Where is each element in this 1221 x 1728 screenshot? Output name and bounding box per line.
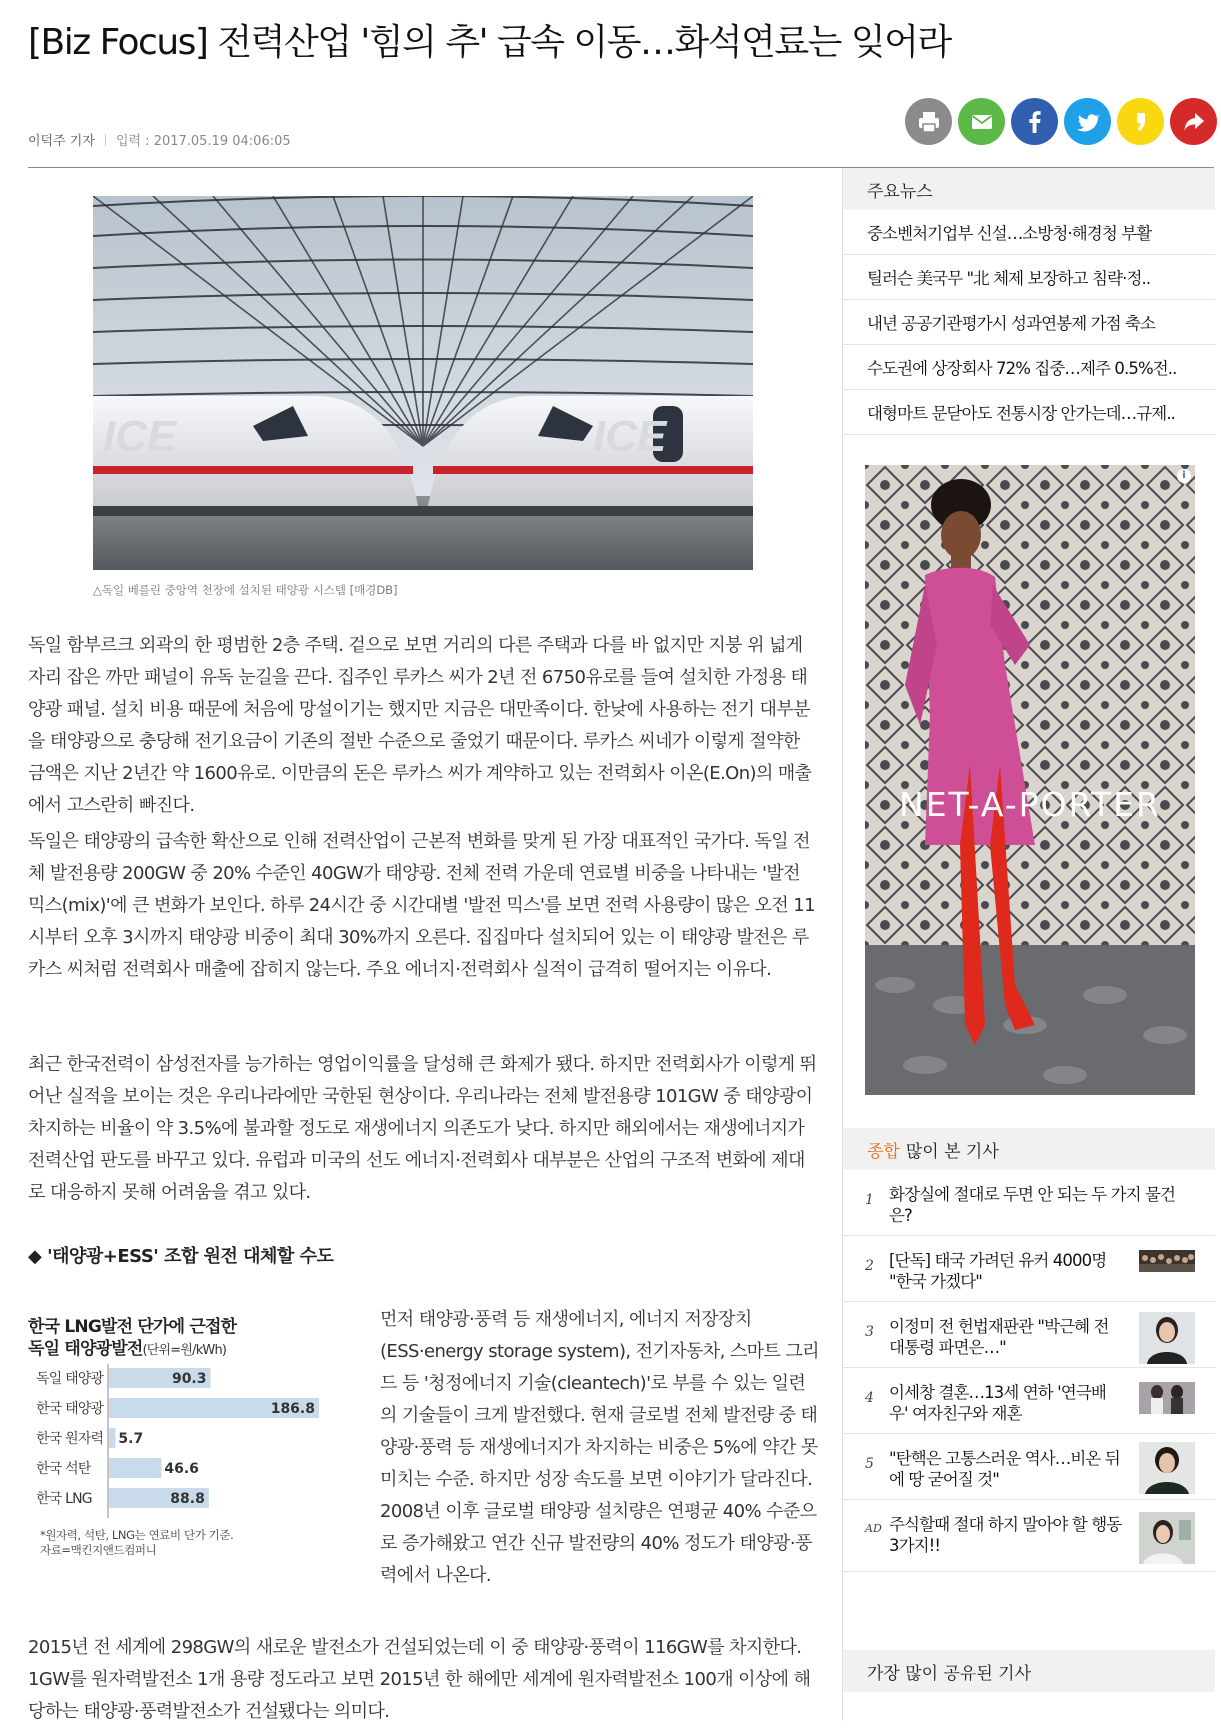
most-viewed-item[interactable] xyxy=(843,1368,1215,1434)
more-share-button[interactable] xyxy=(1170,98,1217,145)
ad-info-icon[interactable]: i xyxy=(1177,469,1191,483)
chart-value-label: 90.3 xyxy=(171,1371,207,1387)
most-viewed-title: "탄핵은 고통스러운 역사…비온 뒤에 땅 굳어질 것" xyxy=(889,1449,1120,1489)
chart-category-label: 한국 원자력 xyxy=(36,1431,104,1447)
most-shared-heading: 가장 많이 공유된 기사 xyxy=(843,1650,1215,1692)
chart-bar xyxy=(109,1458,161,1478)
main-news-item[interactable]: 내년 공공기관평가시 성과연봉제 가점 축소 xyxy=(843,300,1215,345)
article-paragraph-3: 최근 한국전력이 삼성전자를 능가하는 영업이익률을 달성해 큰 화제가 됐다. 하지만 전력회사가 이렇게 뛰어난 실적을 보이는 것은 우리나라에만 국한된 현상이다. 우리나라는 전체 발전용량 101GW 중 태양광이 차지하는 비율이 약 3.5%에 불과할 정도로 재생에너지 의존도가 낮다. 하지만 해외에서는 재생에너지가 전력산업 판도를 바꾸고 있다. 유럽과 미국의 선도 에너지·전력회사 대부분은 산업의 구조적 변화에 제대로 대응하지 못해 어려움을 겪고 있다. xyxy=(28,1054,817,1203)
byline xyxy=(28,130,291,149)
most-viewed-item[interactable] xyxy=(843,1302,1215,1368)
twitter-share-button[interactable] xyxy=(1064,98,1111,145)
article-headline: [Biz Focus] 전력산업 '힘의 추' 급속 이동…화석연료는 잊어라 xyxy=(28,22,951,63)
article-paragraph-4: 먼저 태양광·풍력 등 재생에너지, 에너지 저장장치(ESS·energy storage system), 전기자동차, 스마트 그리드 등 '청정에너지 기술(cleantech)'로 부를 수 있는 일련의 기술들이 크게 발전했다. 현재 글로벌 전체 발전량 중 태양광·풍력 등 재생에너지가 차지하는 비중은 5%에 약간 못 미치는 수준. 하지만 성장 속도를 보면 이야기가 달라진다. 2008년 이후 글로벌 태양광 설치량은 연평균 40% 수준으로 증가해왔고 연간 신규 발전량의 40% 정도가 태양광·풍력에서 나온다. xyxy=(380,1309,819,1586)
twitter-icon xyxy=(1074,108,1102,136)
sidebar xyxy=(842,168,1215,1721)
share-arrow-icon xyxy=(1180,108,1208,136)
left-train-logo: ICE xyxy=(103,412,177,461)
share-bar xyxy=(905,98,1217,145)
ad-fashion-photo xyxy=(865,465,1195,1095)
publish-date: 입력 : 2017.05.19 04:06:05 xyxy=(115,134,291,149)
rank-number: 1 xyxy=(865,1192,874,1208)
chart-category-label: 한국 LNG xyxy=(36,1491,92,1507)
cost-bar-chart xyxy=(28,1316,368,1566)
main-news-item[interactable]: 수도권에 상장회사 72% 집중…제주 0.5%전.. xyxy=(843,345,1215,390)
chart-category-label: 독일 태양광 xyxy=(36,1371,104,1387)
rank-number: 4 xyxy=(865,1390,874,1406)
chart-note xyxy=(40,1528,233,1558)
rank-number: 3 xyxy=(865,1324,874,1340)
sidebar-advertisement[interactable] xyxy=(865,465,1195,1095)
article-thumbnail xyxy=(1139,1442,1195,1494)
chart-title xyxy=(28,1316,368,1362)
article-thumbnail xyxy=(1139,1382,1195,1414)
right-train-logo: ICE xyxy=(593,412,667,461)
chart-value-label: 5.7 xyxy=(118,1431,144,1447)
most-viewed-heading xyxy=(843,1128,1215,1170)
ad-item[interactable] xyxy=(843,1500,1215,1572)
ad-badge: AD xyxy=(865,1522,882,1535)
photo-caption: △독일 베를린 중앙역 천장에 설치된 태양광 시스템 [매경DB] xyxy=(93,583,398,597)
most-viewed-title: [단독] 태국 가려던 유커 4000명 "한국 가겠다" xyxy=(889,1251,1107,1291)
facebook-share-button[interactable] xyxy=(1011,98,1058,145)
article-photo[interactable] xyxy=(93,196,753,570)
chart-category-label: 한국 태양광 xyxy=(36,1401,104,1417)
article-thumbnail xyxy=(1139,1512,1195,1564)
most-viewed-title: 많이 본 기사 xyxy=(905,1141,999,1162)
article-subheading: ◆ '태양광+ESS' 조합 원전 대체할 수도 xyxy=(28,1246,334,1267)
most-viewed-item[interactable] xyxy=(843,1170,1215,1236)
main-news-item[interactable]: 틸러슨 美국무 "北 체제 보장하고 침략·정.. xyxy=(843,255,1215,300)
article-paragraph-2: 독일은 태양광의 급속한 확산으로 인해 전력산업이 근본적 변화를 맞게 된 가장 대표적인 국가다. 독일 전체 발전용량 200GW 중 20% 수준인 40GW가 태양광. 전체 전력 가운데 연료별 비중을 나타내는 '발전 믹스(mix)'에 큰 변화가 보인다. 하루 24시간 중 시간대별 '발전 믹스'를 보면 전력 사용량이 많은 오전 11시부터 오후 3시까지 태양광 비중이 최대 30%까지 오른다. 집집마다 설치되어 있는 이 태양광 발전은 루카스 씨처럼 전력회사 매출에 잡히지 않는다. 주요 에너지·전력회사 실적이 급격히 떨어지는 이유다. xyxy=(28,831,815,980)
chart-category-label: 한국 석탄 xyxy=(36,1461,91,1477)
kakao-story-icon xyxy=(1127,108,1155,136)
chart-unit: (단위=원/kWh) xyxy=(142,1343,227,1358)
chart-value-label: 46.6 xyxy=(164,1461,199,1477)
chart-title-line-2: 독일 태양광발전 xyxy=(28,1339,143,1359)
kakao-story-share-button[interactable] xyxy=(1117,98,1164,145)
chart-title-line-1: 한국 LNG발전 단가에 근접한 xyxy=(28,1317,237,1337)
main-news-heading: 주요뉴스 xyxy=(843,168,1215,210)
chart-value-label: 186.8 xyxy=(270,1401,315,1417)
ad-title: 주식할때 절대 하지 말아야 할 행동 3가지!! xyxy=(889,1515,1122,1555)
most-viewed-title: 이정미 전 헌법재판관 "박근혜 전 대통령 파면은…" xyxy=(889,1317,1109,1357)
mail-icon xyxy=(968,108,996,136)
most-shared-section xyxy=(843,1650,1215,1692)
main-news-list xyxy=(843,210,1215,435)
email-share-button[interactable] xyxy=(958,98,1005,145)
byline-divider xyxy=(105,134,106,146)
main-news-item[interactable]: 대형마트 문닫아도 전통시장 안가는데…규제.. xyxy=(843,390,1215,435)
most-viewed-item[interactable] xyxy=(843,1236,1215,1302)
chart-bar xyxy=(109,1428,115,1448)
print-icon xyxy=(915,108,943,136)
chart-value-label: 88.8 xyxy=(170,1491,205,1507)
main-news-item[interactable]: 중소벤처기업부 신설…소방청·해경청 부활 xyxy=(843,210,1215,255)
rank-number: 2 xyxy=(865,1258,874,1274)
rank-number: 5 xyxy=(865,1456,874,1472)
most-viewed-title: 화장실에 절대로 두면 안 되는 두 가지 물건은? xyxy=(889,1185,1176,1225)
train-station-photo xyxy=(93,196,753,570)
article-thumbnail xyxy=(1139,1250,1195,1272)
reporter-name[interactable]: 이덕주 기자 xyxy=(28,134,95,149)
chart-note-line-1: *원자력, 석탄, LNG는 연료비 단가 기준. xyxy=(40,1528,234,1542)
most-viewed-item[interactable] xyxy=(843,1434,1215,1500)
ad-brand-text: NET-A-PORTER xyxy=(899,785,1161,824)
facebook-icon xyxy=(1021,108,1049,136)
most-viewed-section xyxy=(843,1128,1215,1572)
chart-plot xyxy=(28,1364,368,1534)
most-viewed-title: 이세창 결혼…13세 연하 '연극배우' 여자친구와 재혼 xyxy=(889,1383,1106,1423)
chart-source: 자료=맥킨지앤드컴퍼니 xyxy=(40,1543,157,1557)
article-thumbnail xyxy=(1139,1312,1195,1364)
most-viewed-tag[interactable]: 종합 xyxy=(867,1141,900,1162)
print-button[interactable] xyxy=(905,98,952,145)
article-paragraph-1: 독일 함부르크 외곽의 한 평범한 2층 주택. 겉으로 보면 거리의 다른 주택과 다를 바 없지만 지붕 위 넓게 자리 잡은 까만 패널이 유독 눈길을 끈다. 집주인 루카스 씨가 2년 전 6750유로를 들여 설치한 가정용 태양광 패널. 설치 비용 때문에 처음에 망설이기는 했지만 지금은 대만족이다. 한낮에 사용하는 전기 대부분을 태양광으로 충당해 전기요금이 기존의 절반 수준으로 줄었기 때문이다. 루카스 씨네가 이렇게 절약한 금액은 지난 2년간 약 1600유로. 이만큼의 돈은 루카스 씨가 계약하고 있는 전력회사 이온(E.On)의 매출에서 고스란히 빠진다. xyxy=(28,635,812,816)
article-paragraph-5: 2015년 전 세계에 298GW의 새로운 발전소가 건설되었는데 이 중 태양광·풍력이 116GW를 차지한다. 1GW를 원자력발전소 1개 용량 정도라고 보면 2015년 한 해에만 세계에 원자력발전소 100개 이상에 해당하는 태양광·풍력발전소가 건설됐다는 의미다. xyxy=(28,1637,811,1722)
